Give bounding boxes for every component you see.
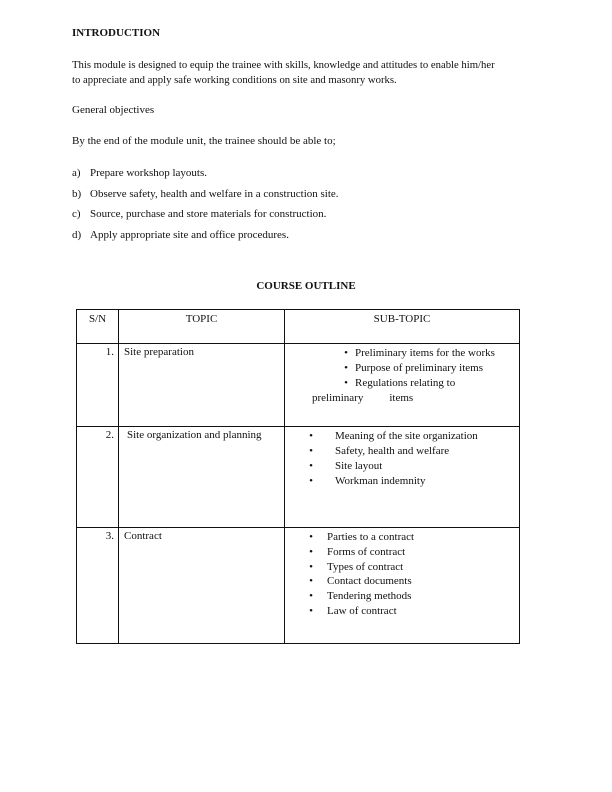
row-topic: Contract [119, 528, 285, 644]
row-sn: 3. [77, 528, 119, 644]
objective-item [72, 167, 339, 188]
introduction-heading: INTRODUCTION [72, 27, 161, 39]
bullet-icon: • [309, 590, 313, 603]
objective-label: d) [72, 228, 82, 241]
list-item: • Site layout [307, 459, 519, 474]
list-item: • Meaning of the site organization [307, 429, 519, 444]
list-item: • Regulations relating to [337, 376, 519, 391]
course-outline-table [76, 309, 520, 644]
bullet-icon: • [309, 475, 313, 487]
objective-item [72, 188, 339, 209]
paragraph-line: to appreciate and apply safe working conditions on site and masonry works. [72, 74, 397, 86]
bullet-icon: • [344, 377, 348, 389]
row-sn: 2. [77, 427, 119, 528]
bullet-icon: • [309, 604, 313, 617]
objective-text: Apply appropriate site and office procedures. [90, 228, 289, 241]
list-item: • Preliminary items for the works [337, 346, 519, 361]
objectives-lead: By the end of the module unit, the trainee should be able to; [72, 135, 336, 147]
row-subtopics [285, 427, 520, 528]
row-subtopics [285, 528, 520, 644]
course-outline-title: COURSE OUTLINE [256, 280, 356, 292]
bullet-icon: • [309, 560, 313, 573]
list-item: • Types of contract [307, 560, 519, 575]
list-item: • Workman indemnity [307, 474, 519, 489]
subtopic-continuation: preliminary items [312, 392, 414, 404]
bullet-icon: • [309, 430, 313, 442]
list-item: • Safety, health and welfare [307, 444, 519, 459]
table-row [77, 427, 520, 528]
list-item: • Purpose of preliminary items [337, 361, 519, 376]
header-topic: TOPIC [119, 310, 285, 344]
objective-item [72, 229, 339, 250]
introduction-paragraph [72, 58, 495, 88]
table-row [77, 344, 520, 427]
header-sn: S/N [77, 310, 119, 344]
bullet-icon: • [309, 445, 313, 457]
table-row [77, 528, 520, 644]
list-item: • Law of contract [307, 604, 519, 619]
row-sn: 1. [77, 344, 119, 427]
row-topic: Site preparation [119, 344, 285, 427]
list-item: • Contact documents [307, 574, 519, 589]
bullet-icon: • [309, 531, 313, 543]
objective-label: b) [72, 187, 82, 200]
row-subtopics [285, 344, 520, 427]
objective-label: a) [72, 167, 81, 179]
table-header-row [77, 310, 520, 344]
general-objectives-heading: General objectives [72, 104, 155, 116]
list-item: • Forms of contract [307, 545, 519, 560]
objective-text: Observe safety, health and welfare in a construction site. [90, 187, 339, 200]
objective-text: Prepare workshop layouts. [90, 167, 208, 179]
bullet-icon: • [344, 362, 348, 374]
objective-text: Source, purchase and store materials for construction. [90, 208, 327, 220]
list-item: • Parties to a contract [307, 530, 519, 545]
header-subtopic: SUB-TOPIC [285, 310, 520, 344]
paragraph-line: This module is designed to equip the trainee with skills, knowledge and attitudes to enable him/her [72, 59, 495, 71]
row-topic: Site organization and planning [119, 427, 285, 528]
objective-label: c) [72, 208, 81, 220]
bullet-icon: • [344, 347, 348, 359]
objective-item [72, 208, 339, 229]
list-item: • Tendering methods [307, 589, 519, 604]
objectives-list [72, 167, 339, 249]
bullet-icon: • [309, 460, 313, 472]
bullet-icon: • [309, 545, 313, 558]
bullet-icon: • [309, 575, 313, 588]
